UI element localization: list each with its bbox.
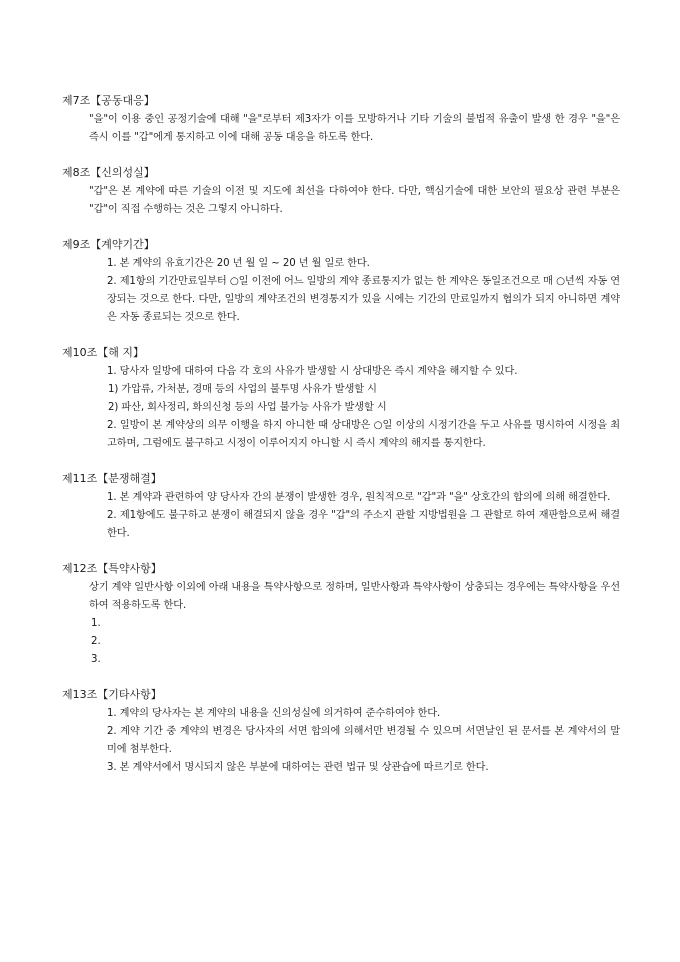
article-heading: 제10조【해 지】 — [62, 346, 144, 359]
clause-item: 2. 계약 기간 중 계약의 변경은 당사자의 서면 합의에 의해서만 변경될 수 있으며 서면날인 된 문서를 본 계약서의 말미에 첨부한다. — [107, 726, 620, 755]
article-10 — [0, 344, 680, 453]
clause-item: 2. 제1항의 기간만료일부터 ○일 이전에 어느 일방의 계약 종료통지가 없는 한 계약은 동일조건으로 매 ○년씩 자동 연장되는 것으로 한다. 다만, 일방의 계약조건의 변경통지가 있을 시에는 기간의 만료일까지 협의가 되지 아니하면 계약은 자동 종료되는 것으로 한다. — [107, 276, 620, 323]
sub-clause: 2) 파산, 회사정리, 화의신청 등의 사업 불가능 사유가 발생할 시 — [108, 402, 387, 413]
blank-item: 1. — [91, 618, 101, 629]
article-11 — [0, 470, 680, 543]
clause-item: 3. 본 계약서에서 명시되지 않은 부분에 대하여는 관련 법규 및 상관습에 따르기로 한다. — [107, 762, 489, 773]
article-heading: 제12조【특약사항】 — [62, 562, 162, 575]
article-heading: 제13조【기타사항】 — [62, 688, 162, 701]
clause-item: 1. 당사자 일방에 대하여 다음 각 호의 사유가 발생할 시 상대방은 즉시 계약을 해지할 수 있다. — [107, 366, 518, 377]
article-13 — [0, 686, 680, 777]
blank-item: 2. — [91, 636, 101, 647]
clause-item: 1. 본 계약과 관련하여 양 당사자 간의 분쟁이 발생한 경우, 원칙적으로 "갑"과 "을" 상호간의 합의에 의해 해결한다. — [107, 492, 611, 503]
article-text: "을"이 이용 중인 공정기술에 대해 "을"로부터 제3자가 이를 모방하거나 기타 기술의 불법적 유출이 발생 한 경우 "을"은 즉시 이를 "갑"에게 통지하고 이에 대해 공동 대응을 하도록 한다. — [89, 114, 620, 143]
clause-item: 2. 제1항에도 불구하고 분쟁이 해결되지 않을 경우 "갑"의 주소지 관할 지방법원을 그 관할로 하여 재판함으로써 해결한다. — [107, 510, 620, 539]
article-text: 상기 계약 일반사항 이외에 아래 내용을 특약사항으로 정하며, 일반사항과 특약사항이 상충되는 경우에는 특약사항을 우선하여 적용하도록 한다. — [89, 582, 620, 611]
blank-item: 3. — [91, 654, 101, 665]
article-heading: 제9조【계약기간】 — [62, 238, 155, 251]
article-heading: 제7조【공동대응】 — [62, 94, 155, 107]
article-12 — [0, 560, 680, 669]
article-text: "갑"은 본 계약에 따른 기술의 이전 및 지도에 최선을 다하여야 한다. 다만, 핵심기술에 대한 보안의 필요상 관련 부분은 "갑"이 직접 수행하는 것은 그렇지 아니하다. — [89, 186, 620, 215]
article-heading: 제11조【분쟁해결】 — [62, 472, 162, 485]
sub-clause: 1) 가압류, 가처분, 경매 등의 사업의 불투명 사유가 발생할 시 — [108, 384, 377, 395]
article-7 — [0, 92, 680, 147]
clause-item: 2. 일방이 본 계약상의 의무 이행을 하지 아니한 때 상대방은 ○일 이상의 시정기간을 두고 사유를 명시하여 시정을 최고하며, 그럼에도 불구하고 시정이 이루어지지 아니할 시 즉시 계약의 해지를 통지한다. — [107, 420, 620, 449]
article-8 — [0, 164, 680, 219]
article-heading: 제8조【신의성실】 — [62, 166, 155, 179]
clause-item: 1. 계약의 당사자는 본 계약의 내용을 신의성실에 의거하여 준수하여야 한다. — [107, 708, 441, 719]
clause-item: 1. 본 계약의 유효기간은 20 년 월 일 ~ 20 년 월 일로 한다. — [107, 258, 370, 269]
article-9 — [0, 236, 680, 327]
